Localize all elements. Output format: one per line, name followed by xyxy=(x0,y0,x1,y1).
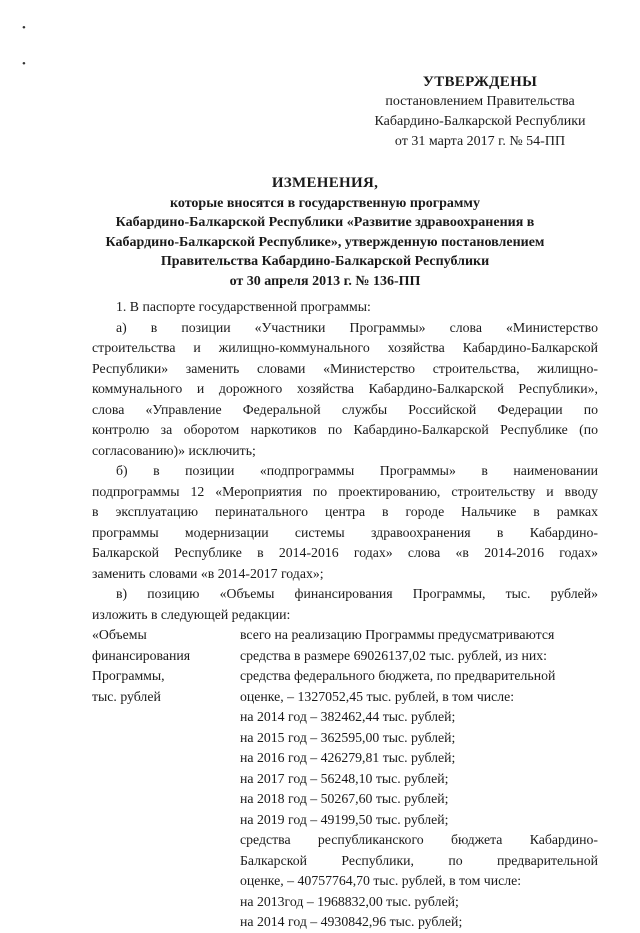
paragraph-b-line: б) в позиции «подпрограммы Программы» в наименовании xyxy=(116,463,598,478)
value-line: на 2015 год – 362595,00 тыс. рублей; xyxy=(240,729,456,745)
paragraph-b-line: подпрограммы 12 «Мероприятия по проектированию, строительству и вводу xyxy=(92,483,598,499)
value-line: средства в размере 69026137,02 тыс. рублей, из них: xyxy=(240,647,547,663)
paragraph-b-line: Балкарской Республике в 2014-2016 годах» слова «в 2014-2016 годах» xyxy=(92,545,598,560)
paragraph-a-line: согласованию)» исключить; xyxy=(92,442,256,458)
value-line: Балкарской Республики, по предварительной xyxy=(240,852,598,868)
label-line: Программы, xyxy=(92,668,165,683)
approval-block xyxy=(360,72,600,152)
scan-mark: • xyxy=(22,58,26,70)
paragraph-b-line: в эксплуатацию перинатального центра в городе Нальчике в рамках xyxy=(92,504,598,519)
document-body xyxy=(92,297,598,933)
financing-label-cell xyxy=(92,625,240,933)
heading-line: которые вносятся в государственную программу xyxy=(170,195,480,211)
heading-line: Кабардино-Балкарской Республики «Развитие здравоохранения в xyxy=(115,215,535,230)
paragraph-a-line: а) в позиции «Участники Программы» слова «Министерство xyxy=(116,319,598,335)
heading-title: ИЗМЕНЕНИЯ, xyxy=(271,175,379,191)
paragraph-b-line: заменить словами «в 2014-2017 годах»; xyxy=(92,565,324,581)
label-line: тыс. рублей xyxy=(92,688,161,704)
heading-line: от 30 апреля 2013 г. № 136-ПП xyxy=(229,273,421,289)
approval-line: Кабардино-Балкарской Республики xyxy=(374,114,586,129)
value-line: средства республиканского бюджета Кабардино- xyxy=(240,832,598,847)
paragraph-v-line: в) позицию «Объемы финансирования Программы, тыс. рублей» xyxy=(116,586,598,601)
value-line: оценке, – 40757764,70 тыс. рублей, в том числе: xyxy=(240,873,522,888)
paragraph-a-line: строительства и жилищно-коммунального хозяйства Кабардино-Балкарской xyxy=(92,340,598,355)
value-line: на 2018 год – 50267,60 тыс. рублей; xyxy=(240,791,449,806)
financing-table xyxy=(92,625,598,933)
value-line: оценке, – 1327052,45 тыс. рублей, в том числе: xyxy=(240,688,515,704)
value-line: на 2019 год – 49199,50 тыс. рублей; xyxy=(240,811,449,827)
value-line: на 2014 год – 4930842,96 тыс. рублей; xyxy=(240,914,463,929)
label-line: «Объемы xyxy=(92,627,147,642)
paragraph-a-line: Республики» заменить словами «Министерство строительства, жилищно- xyxy=(92,360,598,376)
document-heading xyxy=(90,174,560,291)
value-line: на 2014 год – 382462,44 тыс. рублей; xyxy=(240,709,456,724)
paragraph-a-line: контролю за оборотом наркотиков по Кабардино-Балкарской Республике (по xyxy=(92,422,598,437)
value-line: на 2016 год – 426279,81 тыс. рублей; xyxy=(240,750,456,765)
scan-mark: • xyxy=(22,22,26,34)
value-line: всего на реализацию Программы предусматриваются xyxy=(240,627,555,642)
label-line: финансирования xyxy=(92,647,191,663)
financing-value-cell xyxy=(240,625,598,933)
approval-title: УТВЕРЖДЕНЫ xyxy=(422,74,538,90)
approval-line: постановлением Правительства xyxy=(385,94,575,109)
paragraph-v-line: изложить в следующей редакции: xyxy=(92,606,291,622)
paragraph-a-line: коммунального и дорожного хозяйства Кабардино-Балкарской Республики», xyxy=(92,381,598,396)
heading-line: Кабардино-Балкарской Республике», утвержденную постановлением xyxy=(105,234,545,250)
value-line: на 2013год – 1968832,00 тыс. рублей; xyxy=(240,893,459,909)
paragraph-b-line: программы модернизации системы здравоохранения в Кабардино- xyxy=(92,524,598,540)
value-line: средства федерального бюджета, по предварительной xyxy=(240,668,556,683)
item-1: 1. В паспорте государственной программы: xyxy=(116,299,371,314)
paragraph-a-line: слова «Управление Федеральной службы Российской Федерации по xyxy=(92,401,598,417)
heading-line: Правительства Кабардино-Балкарской Республики xyxy=(160,254,490,269)
approval-line: от 31 марта 2017 г. № 54-ПП xyxy=(394,134,566,149)
value-line: на 2017 год – 56248,10 тыс. рублей; xyxy=(240,770,449,786)
